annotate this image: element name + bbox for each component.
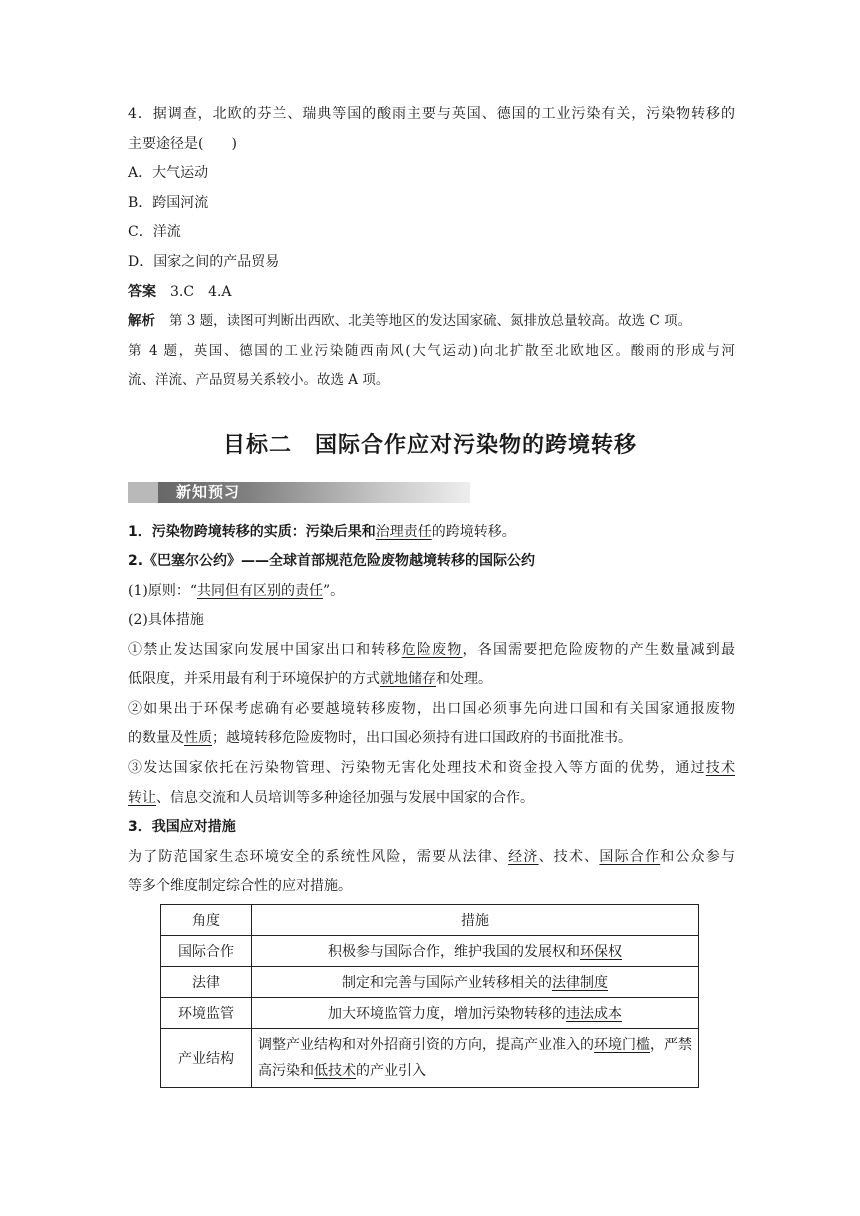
table-cell-measure xyxy=(252,998,699,1029)
cell-text-tail: 的产业引入 xyxy=(356,1063,426,1079)
measures-table xyxy=(160,904,699,1088)
option-a: A．大气运动 xyxy=(128,165,209,181)
item-1-text: 1．污染物跨境转移的实质：污染后果和 xyxy=(128,524,376,540)
analysis-text-1: 第 3 题，读图可判断出西欧、北美等地区的发达国家硫、氮排放总量较高。故选 C 项。 xyxy=(169,313,692,329)
table-cell-aspect: 法律 xyxy=(161,967,252,998)
blank-hazardous-waste: 危险废物 xyxy=(401,642,463,658)
cell-text: 调整产业结构和对外招商引资的方向，提高产业准入的 xyxy=(258,1037,594,1053)
measure-1-line-2-tail: 和处理。 xyxy=(436,671,492,687)
cell-text: 制定和完善与国际产业转移相关的 xyxy=(342,975,552,991)
table-cell-measure xyxy=(252,1029,699,1088)
measure-3-line-2-tail: 、信息交流和人员培训等多种途径加强与发展中国家的合作。 xyxy=(156,790,534,806)
table-row xyxy=(161,936,699,967)
principle-label: (1)原则：“ xyxy=(128,583,197,599)
response-tail: 和公众参与 xyxy=(660,849,736,865)
blank-international-cooperation: 国际合作 xyxy=(599,849,661,865)
table-header-measures: 措施 xyxy=(252,905,699,936)
principle-line xyxy=(128,581,344,601)
analysis-line-1 xyxy=(128,311,691,331)
blank-governance-responsibility: 治理责任 xyxy=(375,524,432,540)
table-cell-measure xyxy=(252,967,699,998)
analysis-line-3: 流、洋流、产品贸易关系较小。故选 A 项。 xyxy=(128,372,390,388)
option-b: B．跨国河流 xyxy=(128,195,209,211)
response-mid: 、技术、 xyxy=(538,849,600,865)
table-header-aspect: 角度 xyxy=(161,905,252,936)
measure-1-line-2-text: 低限度，并采用最有利于环境保护的方式 xyxy=(128,671,380,687)
response-line-2: 等多个维度制定综合性的应对措施。 xyxy=(128,878,352,894)
blank-technology-part-1: 技术 xyxy=(705,760,736,776)
item-1 xyxy=(128,522,516,542)
measure-2-line-2 xyxy=(128,728,632,748)
answer-value: 3.C 4.A xyxy=(170,284,232,300)
response-text: 为了防范国家生态环境安全的系统性风险，需要从法律、 xyxy=(128,849,509,865)
section-banner xyxy=(128,482,470,503)
analysis-line-2: 第 4 题，英国、德国的工业污染随西南风(大气运动)向北扩散至北欧地区。酸雨的形成与河 xyxy=(128,343,735,359)
measure-3-text: ③发达国家依托在污染物管理、污染物无害化处理技术和资金投入等方面的优势，通过 xyxy=(128,760,706,776)
option-d: D．国家之间的产品贸易 xyxy=(128,254,280,270)
measure-2-line-1: ②如果出于环保考虑确有必要越境转移废物，出口国必须事先向进口国和有关国家通报废物 xyxy=(128,701,735,717)
answer-label: 答案 xyxy=(128,284,156,300)
blank-technology-part-2: 转让 xyxy=(128,790,156,806)
blank-environmental-rights: 环保权 xyxy=(580,944,622,960)
item-1-tail: 的跨境转移。 xyxy=(431,524,516,540)
measure-3-line-2 xyxy=(128,788,534,808)
blank-principle: 共同但有区别的责任 xyxy=(197,583,323,599)
cell-text-mid: ，严禁高污染和 xyxy=(258,1037,692,1079)
blank-environmental-threshold: 环境门槛 xyxy=(594,1037,650,1053)
blank-legal-system: 法律制度 xyxy=(552,975,608,991)
section-title: 目标二 国际合作应对污染物的跨境转移 xyxy=(222,433,637,458)
response-line-1 xyxy=(128,847,735,867)
table-header-row xyxy=(161,905,699,936)
table-cell-aspect: 国际合作 xyxy=(161,936,252,967)
measure-3-line-1 xyxy=(128,758,735,778)
blank-nature: 性质 xyxy=(184,730,212,746)
measure-2-line-2-text: 的数量及 xyxy=(128,730,184,746)
table-cell-aspect: 环境监管 xyxy=(161,998,252,1029)
table-row xyxy=(161,998,699,1029)
table-cell-aspect: 产业结构 xyxy=(161,1029,252,1088)
measure-1-text-tail: ，各国需要把危险废物的产生数量减到最 xyxy=(462,642,736,658)
item-3: 3．我国应对措施 xyxy=(128,819,236,835)
question-4-stem-line-2: 主要途径是( ) xyxy=(128,136,237,152)
blank-illegal-cost: 违法成本 xyxy=(566,1006,622,1022)
principle-tail: ”。 xyxy=(323,583,345,599)
measure-1-text: ①禁止发达国家向发展中国家出口和转移 xyxy=(128,642,402,658)
measure-2-line-2-tail: ；越境转移危险废物时，出口国必须持有进口国政府的书面批准书。 xyxy=(212,730,632,746)
blank-economy: 经济 xyxy=(508,849,539,865)
measures-heading: (2)具体措施 xyxy=(128,612,204,628)
measure-1-line-2 xyxy=(128,669,492,689)
answer-line xyxy=(128,282,232,302)
banner-accent xyxy=(128,482,158,503)
table-cell-measure xyxy=(252,936,699,967)
table-row xyxy=(161,1029,699,1088)
question-4-stem-line-1: 4．据调查，北欧的芬兰、瑞典等国的酸雨主要与英国、德国的工业污染有关，污染物转移的 xyxy=(128,106,735,122)
analysis-label: 解析 xyxy=(128,313,155,329)
banner-label: 新知预习 xyxy=(176,483,241,501)
blank-low-technology: 低技术 xyxy=(314,1063,356,1079)
table-row xyxy=(161,967,699,998)
option-c: C．洋流 xyxy=(128,224,181,240)
measure-1-line-1 xyxy=(128,640,735,660)
item-2: 2.《巴塞尔公约》——全球首部规范危险废物越境转移的国际公约 xyxy=(128,553,536,569)
cell-text: 积极参与国际合作，维护我国的发展权和 xyxy=(328,944,580,960)
cell-text: 加大环境监管力度，增加污染物转移的 xyxy=(328,1006,566,1022)
blank-local-storage: 就地储存 xyxy=(380,671,436,687)
